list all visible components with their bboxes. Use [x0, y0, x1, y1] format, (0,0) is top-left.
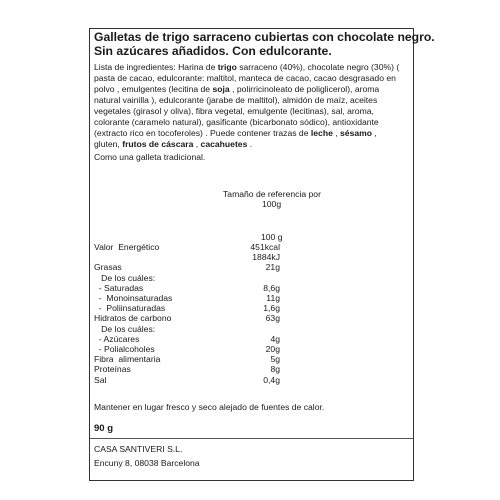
ingredients-text: , polirricinoleato de poliglicerol), aroma [229, 84, 380, 94]
ingredients-line [94, 117, 379, 128]
ingredients-text: (extracto rico en tocoferoles) . Puede contener trazas de [94, 128, 311, 138]
company-name: CASA SANTIVERI S.L. [94, 444, 183, 454]
nutrient-value: 1,6g [263, 303, 280, 314]
nutrient-value: 4g [270, 333, 280, 344]
ingredients-text: sarraceno (40%), chocolate negro (30%) ( [236, 62, 400, 72]
nutrient-label: Valor Energético [94, 242, 160, 252]
nutrient-value: 21g [265, 262, 280, 273]
nutrient-label: Sal [94, 374, 107, 385]
product-title-line-2: Sin azúcares añadidos. Con edulcorante. [94, 44, 332, 58]
product-label [89, 28, 435, 481]
ingredients-text: natural vainilla ), edulcorante (jarabe de maltitol), almidón de maíz, aceites [94, 95, 378, 105]
nutrient-value: 5g [270, 354, 280, 365]
nutrient-value: 1884kJ [252, 252, 280, 263]
nutrient-label: Fibra alimentaria [94, 354, 161, 365]
company-address: Encuny 8, 08038 Barcelona [94, 458, 200, 468]
nutrient-value: 0,4g [263, 374, 280, 385]
ingredients-line [94, 139, 252, 150]
allergen-text: frutos de cáscara [122, 139, 194, 149]
ingredients-text: . [247, 139, 253, 149]
ingredients-text: pasta de cacao, edulcorante: maltitol, manteca de cacao, cacao desgrasado en [94, 73, 396, 83]
nutrient-label: De los cuáles: [94, 323, 156, 334]
nutrition-column-header: 100 g [261, 232, 283, 242]
allergen-text: trigo [217, 62, 237, 72]
nutrient-value: 20g [265, 344, 280, 354]
nutrient-label: - Azúcares [94, 333, 140, 344]
nutrient-label: De los cuáles: [94, 272, 156, 283]
ingredients-line [94, 128, 377, 139]
ingredients-text: , [332, 128, 341, 138]
nutrient-value: 8g [270, 364, 280, 375]
ingredients-text: gluten, [94, 139, 123, 149]
ingredients-text: , [372, 128, 377, 138]
allergen-text: sésamo [340, 128, 373, 138]
nutrient-value: 8,6g [263, 282, 280, 293]
nutrient-label: Grasas [94, 262, 122, 273]
ingredients-text: polvo , emulgentes (lecitina de [94, 84, 213, 94]
ingredients-note: Como una galleta tradicional. [94, 152, 206, 162]
net-weight: 90 g [94, 423, 114, 434]
nutrient-value: 451kcal [250, 242, 280, 252]
ingredients-line [94, 95, 377, 106]
nutrient-label: Hidratos de carbono [94, 313, 172, 324]
nutrient-label: - Saturadas [94, 282, 144, 293]
nutrient-label: - Polialcoholes [94, 344, 155, 354]
allergen-text: soja [212, 84, 230, 94]
nutrient-label: - Monoinsaturadas [94, 293, 173, 303]
allergen-text: cacahuetes [200, 139, 248, 149]
ingredients-line [94, 84, 379, 95]
allergen-text: leche [310, 128, 333, 138]
ingredients-text: colorante (caramelo natural), gasificante (bicarbonato sódico), antioxidante [94, 117, 379, 127]
ingredients-line [94, 73, 396, 84]
ingredients-text: Lista de ingredientes: Harina de [94, 62, 218, 72]
reference-size-label: Tamaño de referencia por [223, 189, 321, 199]
storage-instructions: Mantener en lugar fresco y seco alejado de fuentes de calor. [94, 402, 325, 412]
divider [90, 438, 413, 439]
nutrient-label: Proteínas [94, 364, 131, 375]
ingredients-line [94, 106, 374, 117]
ingredients-line [94, 62, 399, 73]
nutrient-value: 11g [266, 293, 280, 303]
ingredients-text: , [193, 139, 201, 149]
ingredients-text: vegetales (girasol y oliva), fibra vegetal, emulgente (lecitinas), sal, aroma, [94, 106, 374, 116]
nutrient-label: - Poliinsaturadas [94, 303, 166, 314]
product-title-line-1: Galletas de trigo sarraceno cubiertas con chocolate negro. [94, 30, 435, 44]
reference-size-amount: 100g [262, 199, 282, 209]
nutrient-value: 63g [265, 313, 280, 324]
